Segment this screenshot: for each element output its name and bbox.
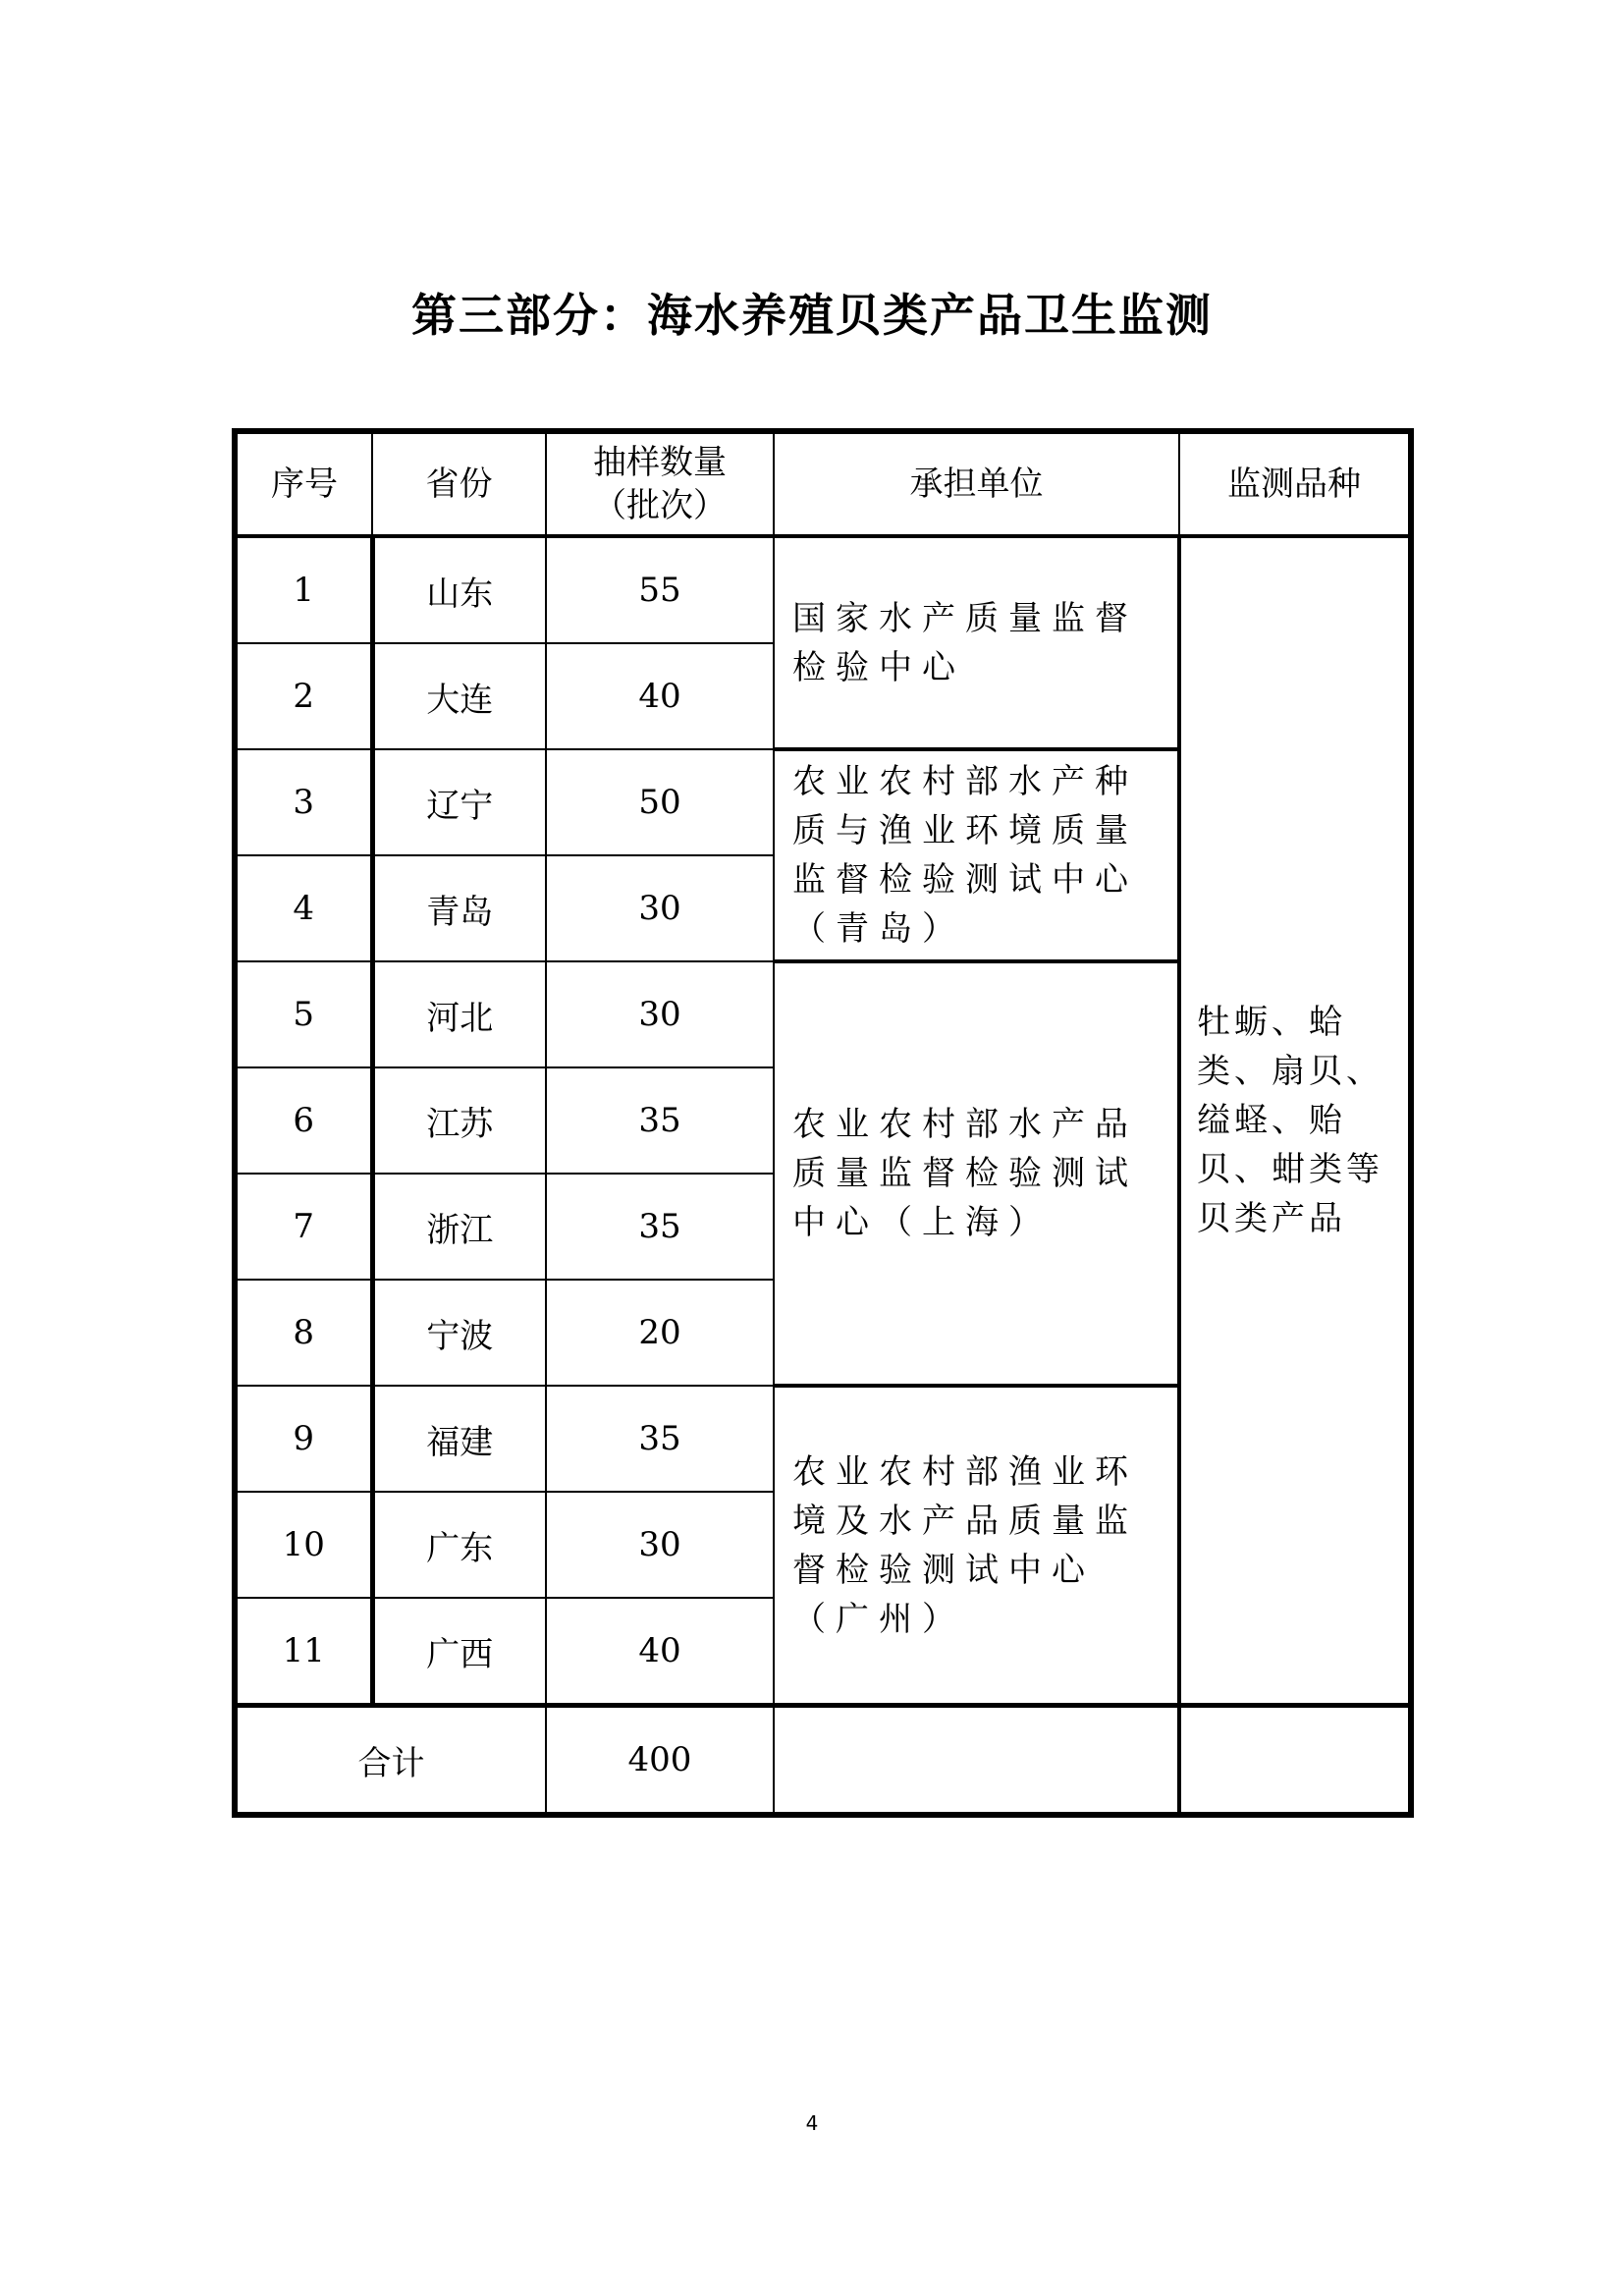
row-seq: 10 (235, 1492, 372, 1598)
row-qty: 30 (546, 1492, 774, 1598)
row-seq: 1 (235, 536, 372, 643)
row-qty: 50 (546, 749, 774, 855)
row-seq: 2 (235, 643, 372, 749)
total-unit-empty (774, 1706, 1179, 1816)
row-province: 青岛 (372, 855, 546, 961)
unit-cell: 农业农村部渔业环境及水产品质量监督检验测试中心（广州） (774, 1386, 1179, 1706)
row-province: 广东 (372, 1492, 546, 1598)
row-qty: 20 (546, 1280, 774, 1386)
row-qty: 55 (546, 536, 774, 643)
header-row (235, 431, 1411, 536)
row-qty: 35 (546, 1174, 774, 1280)
row-seq: 7 (235, 1174, 372, 1280)
header-province: 省份 (372, 431, 546, 536)
row-qty: 40 (546, 643, 774, 749)
total-species-empty (1179, 1706, 1411, 1816)
row-province: 辽宁 (372, 749, 546, 855)
row-seq: 9 (235, 1386, 372, 1492)
total-row (235, 1706, 1411, 1816)
row-province: 江苏 (372, 1067, 546, 1174)
row-qty: 30 (546, 855, 774, 961)
row-qty: 40 (546, 1598, 774, 1706)
header-species: 监测品种 (1179, 431, 1411, 536)
unit-cell: 农业农村部水产种质与渔业环境质量监督检验测试中心（青岛） (774, 749, 1179, 961)
unit-cell: 农业农村部水产品质量监督检验测试中心（上海） (774, 961, 1179, 1386)
header-unit: 承担单位 (774, 431, 1179, 536)
species-cell: 牡蛎、蛤类、扇贝、缢蛏、贻贝、蚶类等贝类产品 (1179, 536, 1411, 1706)
unit-cell: 国家水产质量监督检验中心 (774, 536, 1179, 749)
row-seq: 5 (235, 961, 372, 1067)
total-label: 合计 (235, 1706, 546, 1816)
row-province: 山东 (372, 536, 546, 643)
row-seq: 8 (235, 1280, 372, 1386)
row-province: 浙江 (372, 1174, 546, 1280)
header-sample-qty-line2: （批次） (593, 486, 727, 525)
row-qty: 30 (546, 961, 774, 1067)
page-number: 4 (805, 2111, 819, 2135)
row-seq: 3 (235, 749, 372, 855)
header-sample-qty-line1: 抽样数量 (593, 443, 727, 482)
row-seq: 11 (235, 1598, 372, 1706)
total-value: 400 (546, 1706, 774, 1816)
row-province: 河北 (372, 961, 546, 1067)
page-title: 第三部分：海水养殖贝类产品卫生监测 (411, 289, 1213, 342)
header-seq: 序号 (235, 431, 372, 536)
header-sample-qty (546, 431, 774, 536)
row-province: 福建 (372, 1386, 546, 1492)
row-qty: 35 (546, 1386, 774, 1492)
monitoring-table (232, 428, 1414, 1818)
row-province: 宁波 (372, 1280, 546, 1386)
row-province: 大连 (372, 643, 546, 749)
row-seq: 6 (235, 1067, 372, 1174)
row-qty: 35 (546, 1067, 774, 1174)
row-province: 广西 (372, 1598, 546, 1706)
table-row (235, 536, 1411, 643)
row-seq: 4 (235, 855, 372, 961)
